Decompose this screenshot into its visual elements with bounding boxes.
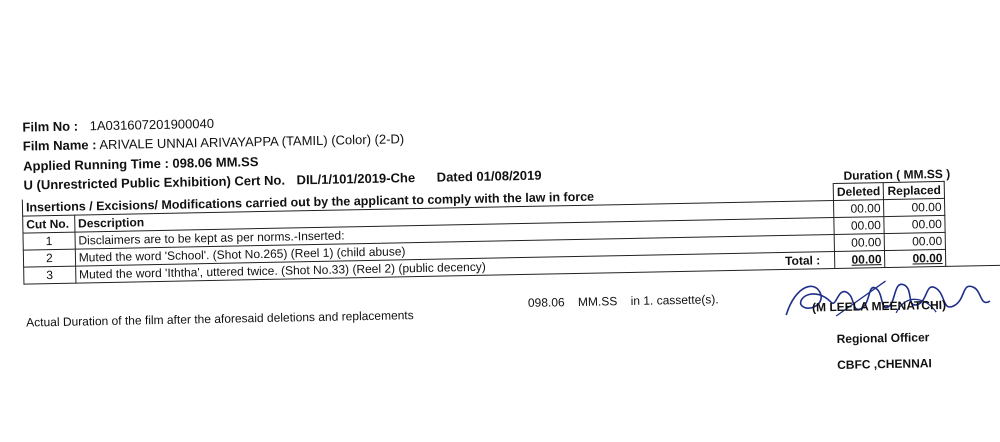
running-time-label: Applied Running Time : [23,155,169,174]
cut-no-cell: 2 [23,249,75,267]
certificate-number: DIL/1/101/2019-Che [296,170,416,188]
film-number-value: 1A031607201900040 [89,115,215,134]
blank-cell [945,214,1000,232]
replaced-header: Replaced [884,181,945,199]
film-number-label: Film No : [22,118,79,135]
film-name-label: Film Name : [22,137,97,154]
signatory-designation: Regional Officer [836,330,930,346]
signatory-office: CBFC ,CHENNAI [837,356,932,372]
film-name-row [23,131,405,153]
cut-no-cell: 3 [24,266,76,284]
total-deleted: 00.00 [835,251,886,269]
dated-value: 01/08/2019 [476,167,542,184]
actual-duration-value: 098.06 [527,295,565,310]
cut-no-cell: 1 [23,232,75,250]
film-number-row [22,116,214,135]
film-name-value: ARIVALE UNNAI ARIVAYAPPA (TAMIL) (Color) (2-D) [99,131,405,153]
actual-duration-value-group [528,292,719,310]
description-text: Muted the word 'Iththa', uttered twice. (Shot No.33) (Reel 2) (public decency) [78,259,486,282]
replaced-cell: 00.00 [885,232,946,250]
blank-cell [946,231,1000,249]
running-time-row [23,154,259,174]
total-label: Total : [784,253,821,268]
certificate-label: U (Unrestricted Public Exhibition) Cert No. [23,172,286,193]
dated-label: Dated [436,168,473,185]
deleted-cell: 00.00 [834,217,885,235]
actual-duration-suffix: in 1. cassette(s). [630,292,719,308]
replaced-cell: 00.00 [884,215,945,233]
deleted-cell: 00.00 [834,234,885,252]
table-caption: Insertions / Excisions/ Modifications carried out by the applicant to comply with the law in force [22,184,833,217]
duration-header: Duration ( MM.SS ) [843,166,951,183]
signatory-name: (M LEELA MEENATCHI) [811,297,947,315]
cut-no-header: Cut No. [23,215,75,233]
actual-duration-row [26,292,719,330]
total-replaced: 00.00 [885,249,946,267]
description-cell: Disclaimers are to be kept as per norms.-Inserted: [75,218,834,250]
actual-duration-text: Actual Duration of the film after the aforesaid deletions and replacements [26,308,414,330]
deleted-header: Deleted [833,183,884,201]
actual-duration-unit: MM.SS [577,294,618,309]
blank-cell [945,197,1000,215]
description-header: Description [74,201,833,233]
signature-image [775,271,1000,325]
blank-cell [946,248,1000,266]
modifications-table [22,180,1000,285]
blank-cell [945,180,1000,198]
replaced-cell: 00.00 [884,198,945,216]
running-time-value: 098.06 MM.SS [172,154,259,171]
deleted-cell: 00.00 [834,200,885,218]
description-cell: Muted the word 'School'. (Shot No.265) (Reel 1) (child abuse) [75,235,834,267]
